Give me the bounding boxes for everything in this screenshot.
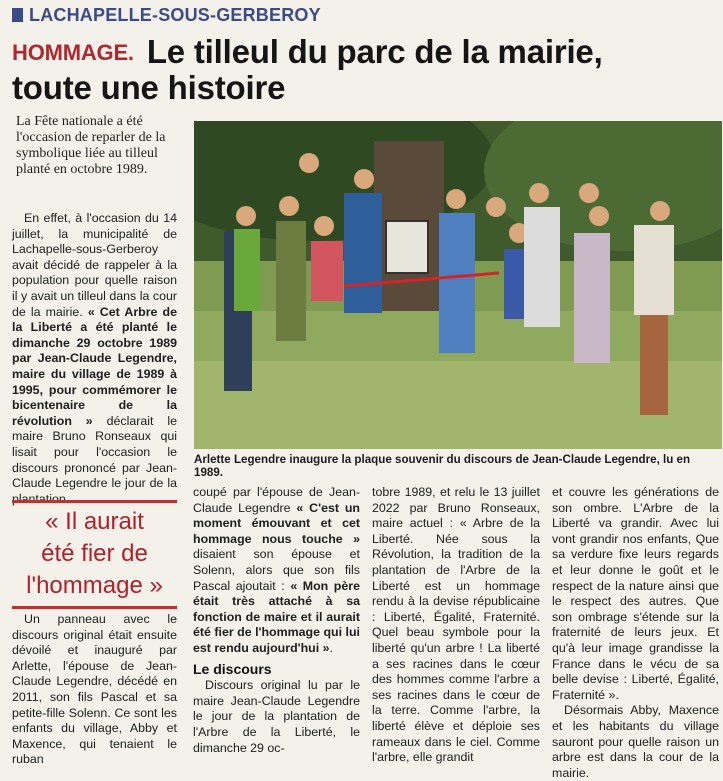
article-photo <box>194 121 722 449</box>
col2-text-start: coupé par l'épouse de Jean-Claude Legendre <box>193 485 360 515</box>
group-photo-illustration <box>194 121 722 449</box>
article-column-2 <box>193 485 360 756</box>
article-column-3 <box>372 485 540 766</box>
headline-line2: toute une histoire <box>12 69 286 106</box>
photo-caption: Arlette Legendre inaugure la plaque souvenir du discours de Jean-Claude Legendre, lu en 1989. <box>194 453 691 479</box>
col2-paragraph-2: Discours original lu par le maire Jean-Claude Legendre le jour de la plantation de l'Arbre de la Liberté, le dimanche 29 oc- <box>193 678 360 755</box>
article-column-4 <box>552 485 719 781</box>
subhead-le-discours: Le discours <box>193 660 272 677</box>
col2-text-end: . <box>329 640 333 655</box>
article-column-1 <box>12 211 177 507</box>
kicker-square <box>12 8 23 22</box>
col4-paragraph-2: Désormais Abby, Maxence et les habitants du village sauront pour quelle raison un arbre est dans la cour de la mairie. <box>552 703 719 780</box>
headline-lead: HOMMAGE. <box>12 40 134 65</box>
col1-text-start: En effet, à l'occasion du 14 juillet, la municipalité de Lachapelle-sous-Gerberoy avait décidé de rappeler à la population pour quelle raison il y avait un tilleul dans la cour de la mairie. <box>12 211 177 319</box>
pull-quote-line-2: été fier de <box>41 540 148 567</box>
col1-bold-quote: « Cet Arbre de la Liberté a été planté le dimanche 29 octobre 1989 par Jean-Claude Legendre, maire du village de 1989 à 1995, pour commémorer le bicentenaire de la révolution » <box>12 304 177 428</box>
col1-text-end: déclarait le maire Bruno Ronseaux qui lisait pour l'occasion le discours prononcé par Jean-Claude Legendre le jour de la plantation. <box>12 413 177 506</box>
pull-quote-line-3: l'hommage » <box>26 572 163 599</box>
col2-bold-quote-1: « C'est un moment émouvant et cet hommage nous touche » <box>193 500 360 546</box>
headline-line1: Le tilleul du parc de la mairie, <box>146 33 603 70</box>
intro-paragraph: La Fête nationale a été l'occasion de reparler de la symbolique liée au tilleul planté en octobre 1989. <box>16 114 166 177</box>
headline <box>12 34 712 105</box>
article-column-1-continued <box>12 612 177 768</box>
col3-paragraph: tobre 1989, et relu le 13 juillet 2022 par Bruno Ronseaux, maire actuel : « Arbre de la Liberté. Née sous la Révolution, la tradition de la plantation de l'Arbre de la Liberté est un hommage rendu à la devise républicaine : Liberté, Égalité, Fraternité. Quel beau symbole pour la liberté qu'un arbre ! La liberté a ses racines dans le cœur des hommes comme l'arbre a ses racines dans le cœur de la terre. Comme l'arbre, la liberté élève et déploie ses rameaux dans le ciel. Comme l'arbre, elle grandit <box>372 485 540 765</box>
pull-quote-line-1: « Il aurait <box>45 508 144 535</box>
location-label: LACHAPELLE-SOUS-GERBEROY <box>29 5 321 25</box>
pull-quote <box>12 500 177 609</box>
location-kicker <box>12 5 321 26</box>
col1b-paragraph: Un panneau avec le discours original était ensuite dévoilé et inauguré par Arlette, l'épouse de Jean-Claude Legendre, décédé en 2011, son fils Pascal et sa petite-fille Solenn. Ce sont les enfants du village, Abby et Maxence, qui tenaient le ruban <box>12 612 177 767</box>
col4-paragraph-1: et couvre les générations de son ombre. L'Arbre de la Liberté va grandir. Avec lui vont grandir nos enfants, Que sa verdure fixe leurs regards et leur donne le goût et le respect de la nature ainsi que le respect des autres. Que son ombrage s'étende sur la fraternité de leurs jeux. Et qu'à leur image grandisse la France dans le vécu de sa belle devise : Liberté, Égalité, Fraternité ». <box>552 485 719 702</box>
col2-bold-quote-2: « Mon père était très attaché à sa fonction de maire et il aurait été fier de l'hommage qui lui est rendu aujourd'hui » <box>193 578 360 655</box>
col2-text-mid: disaient son épouse et Solenn, alors que son fils Pascal ajoutait : <box>193 547 360 593</box>
